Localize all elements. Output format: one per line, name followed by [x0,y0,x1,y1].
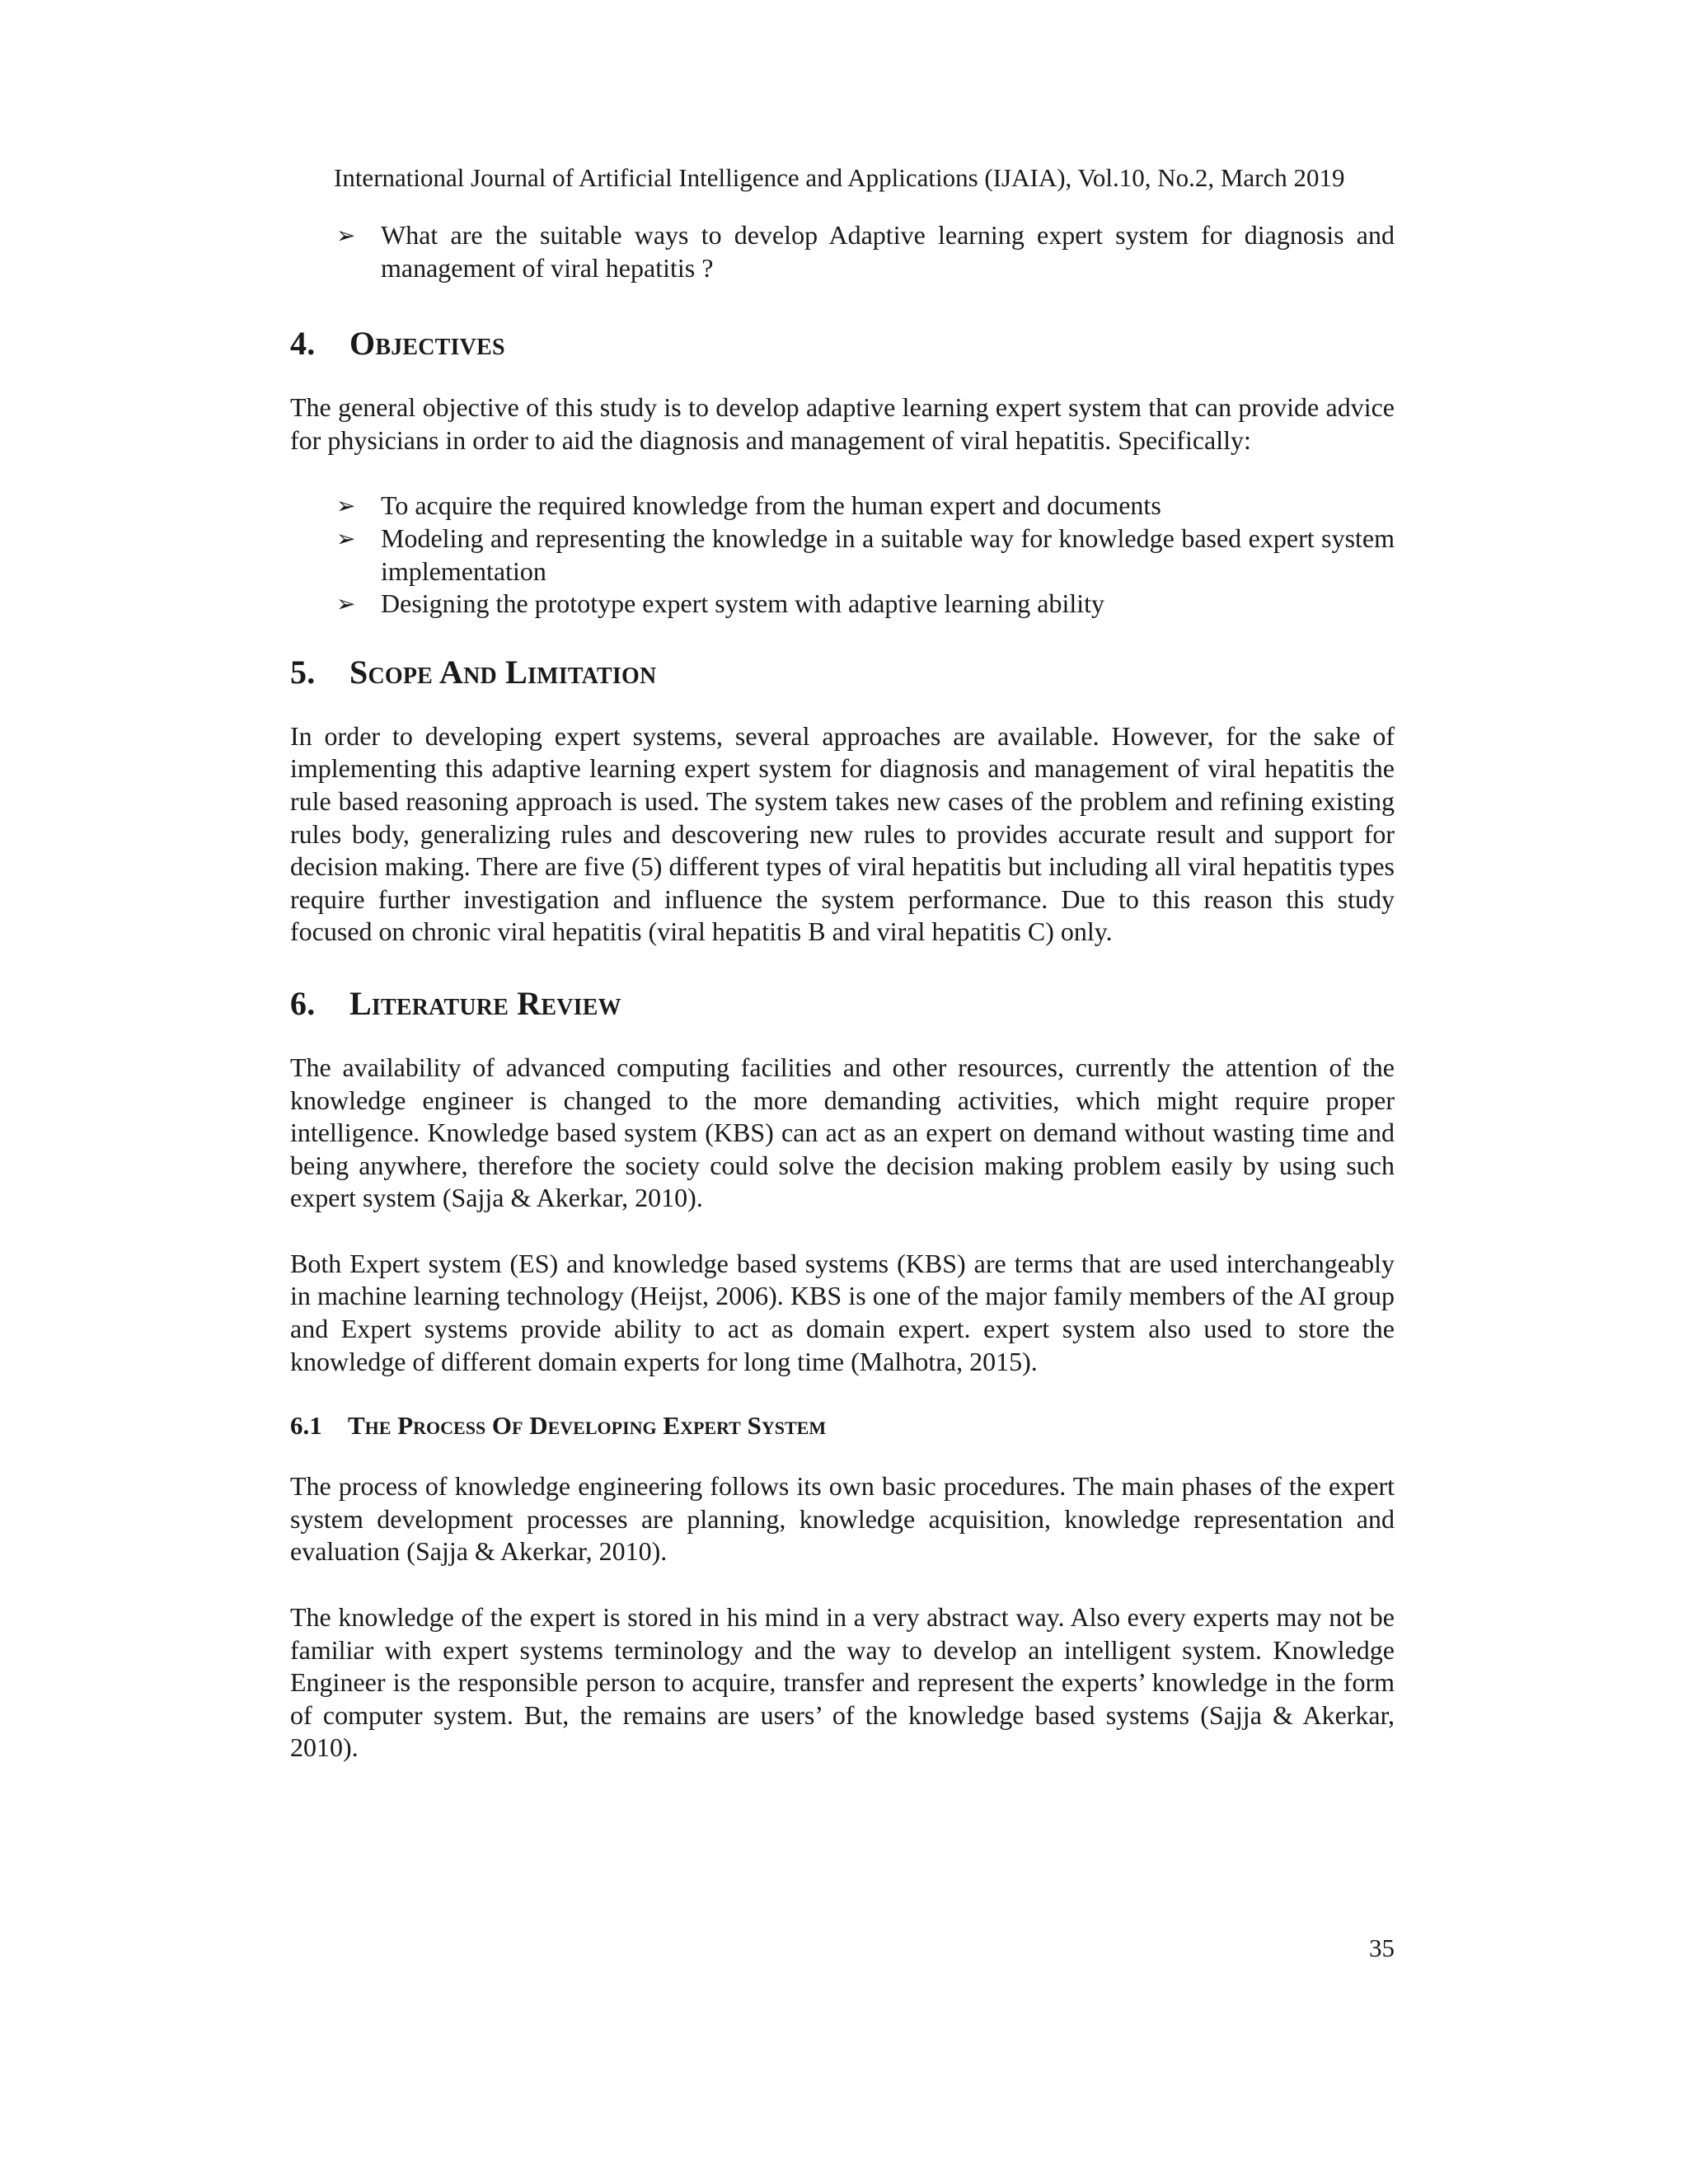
section-heading-scope [290,652,1395,693]
arrow-bullet-icon: ➢ [336,492,356,520]
running-header: International Journal of Artificial Intelligence and Applications (IJAIA), Vol.10, No.2, March 2019 [334,163,1345,192]
section-number: 4. [290,325,316,363]
arrow-bullet-icon: ➢ [336,222,356,249]
subsection-heading-process [290,1409,1395,1442]
page-number: 35 [1369,1933,1395,1962]
list-item [290,490,1395,523]
list-item-text: To acquire the required knowledge from the human expert and documents [381,490,1161,521]
section-number: 5. [290,653,316,691]
paragraph: The general objective of this study is to develop adaptive learning expert system that can provide advice for physicians in order to aid the diagnosis and management of viral hepatitis. Specifically: [290,392,1395,455]
list-item [290,588,1395,621]
paragraph: The knowledge of the expert is stored in his mind in a very abstract way. Also every experts may not be familiar with expert systems terminology and the way to develop an intelligent system. Knowledge Engineer is the responsible person to acquire, transfer and represent the experts’ knowledge in the form of computer system. But, the remains are users’ of the knowledge based systems (Sajja & Akerkar, 2010). [290,1602,1395,1763]
list-item-text: What are the suitable ways to develop Adaptive learning expert system for diagnosis and management of viral hepatitis ? [381,220,1395,283]
body-column [290,219,1395,1765]
arrow-bullet-icon: ➢ [336,524,356,552]
section-title: Objectives [349,325,505,363]
section-title: Scope And Limitation [349,653,657,691]
paragraph: The process of knowledge engineering follows its own basic procedures. The main phases of the expert system development processes are planning, knowledge acquisition, knowledge representation and evaluation (Sajja & Akerkar, 2010). [290,1471,1395,1567]
section-heading-literature [290,983,1395,1024]
arrow-bullet-icon: ➢ [336,590,356,618]
section-title: Literature Review [349,984,621,1022]
list-item [290,219,1395,284]
section-number: 6. [290,984,316,1022]
list-item-text: Designing the prototype expert system with adaptive learning ability [381,588,1105,619]
paragraph: The availability of advanced computing facilities and other resources, currently the attention of the knowledge engineer is changed to the more demanding activities, which might require proper intelligence. Knowledge based system (KBS) can act as an expert on demand without wasting time and being anywhere, therefore the society could solve the decision making problem easily by using such expert system (Sajja & Akerkar, 2010). [290,1052,1395,1213]
objectives-list [290,490,1395,620]
subsection-number: 6.1 [290,1411,322,1441]
paragraph: Both Expert system (ES) and knowledge based systems (KBS) are terms that are used interchangeably in machine learning technology (Heijst, 2006). KBS is one of the major family members of the AI group and Expert systems provide ability to act as domain expert. expert system also used to store the knowledge of different domain experts for long time (Malhotra, 2015). [290,1248,1395,1376]
list-item-text: Modeling and representing the knowledge in a suitable way for knowledge based expert system implementation [381,523,1395,586]
subsection-title: The Process Of Developing Expert System [348,1411,827,1441]
section-heading-objectives [290,323,1395,364]
paragraph: In order to developing expert systems, several approaches are available. However, for the sake of implementing this adaptive learning expert system for diagnosis and management of viral hepatitis the rule based reasoning approach is used. The system takes new cases of the problem and refining existing rules body, generalizing rules and descovering new rules to provides accurate result and support for decision making. There are five (5) different types of viral hepatitis but including all viral hepatitis types require further investigation and influence the system performance. Due to this reason this study focused on chronic viral hepatitis (viral hepatitis B and viral hepatitis C) only. [290,720,1395,947]
research-question-list [290,219,1395,284]
list-item [290,523,1395,588]
